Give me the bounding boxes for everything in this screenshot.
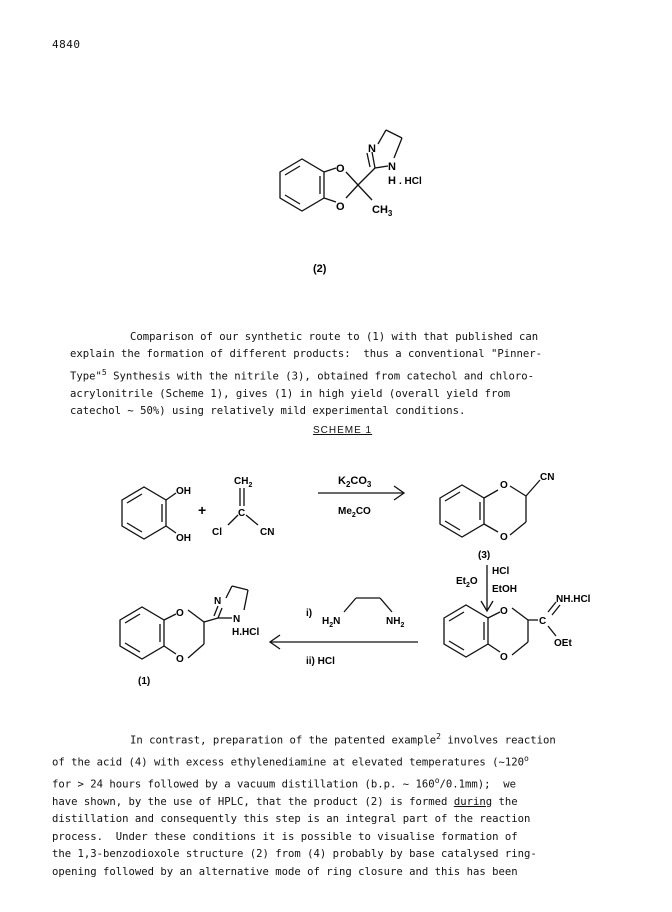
para1-line2: explain the formation of different products: thus a conventional "Pinner- bbox=[70, 348, 542, 360]
acrylo-cn: CN bbox=[260, 527, 275, 538]
imidate-o-bottom: O bbox=[500, 652, 508, 663]
para2-line7: the 1,3-benzodioxole structure (2) from (4) probably by base catalysed ring- bbox=[52, 848, 537, 861]
catechol-oh-top: OH bbox=[176, 486, 191, 497]
para2-line8: opening followed by an alternative mode of ring closure and this has been bbox=[52, 865, 518, 878]
acrylo-cl: Cl bbox=[212, 527, 222, 538]
para2-line4: have shown, by the use of HPLC, that the product (2) is formed during the bbox=[52, 795, 518, 808]
catechol-oh-bottom: OH bbox=[176, 533, 191, 544]
page-number: 4840 bbox=[52, 38, 81, 51]
compound2-nh: N bbox=[388, 161, 396, 173]
ethylenediamine-h2n: $H_2N$ bbox=[322, 616, 341, 629]
paragraph-2 bbox=[52, 710, 652, 899]
para1-line3: Type"$^5$ Synthesis with the nitrile (3), obtained from catechol and chloro- bbox=[70, 367, 535, 383]
acrylo-c: C bbox=[238, 508, 246, 519]
step3-ii-hcl: ii) HCl bbox=[306, 656, 335, 667]
reagent-hcl: HCl bbox=[492, 566, 510, 577]
product1-nh: N bbox=[233, 614, 241, 625]
compound2-h: H bbox=[388, 175, 396, 187]
para2-line1: In contrast, preparation of the patented example$^2$ involves reaction bbox=[130, 731, 556, 747]
para2-line2: of the acid (4) with excess ethylenediamine at elevated temperatures (~120$^o$ bbox=[52, 753, 529, 769]
nitrile-cn: CN bbox=[540, 472, 555, 483]
acrylo-ch2: $CH_2$ bbox=[234, 476, 253, 489]
nitrile-o-top: O bbox=[500, 480, 508, 491]
paragraph-1 bbox=[70, 311, 630, 438]
compound-2-structure bbox=[0, 0, 672, 280]
nitrile-o-bottom: O bbox=[500, 532, 508, 543]
imidate-nh-hcl: NH.HCl bbox=[556, 594, 591, 605]
imidate-oet: OEt bbox=[554, 638, 572, 649]
para1-line5: catechol ~ 50%) using relatively mild experimental conditions. bbox=[70, 405, 466, 418]
scheme-title: SCHEME 1 bbox=[313, 425, 373, 436]
para2-line3: for > 24 hours followed by a vacuum distillation (b.p. ~ 160$^o$/0.1mm); we bbox=[52, 775, 517, 791]
reagent-k2co3: $K_2CO_3$ bbox=[338, 475, 372, 489]
scheme-1-diagram bbox=[0, 440, 672, 700]
para2-line6: process. Under these conditions it is possible to visualise formation of bbox=[52, 830, 518, 843]
compound2-ch3: $CH_3$ bbox=[372, 204, 393, 218]
compound-3-label: (3) bbox=[478, 550, 491, 561]
product1-n: N bbox=[214, 596, 222, 607]
compound2-n: N bbox=[368, 143, 376, 155]
compound-1-label: (1) bbox=[138, 676, 151, 687]
compound2-hcl: . HCl bbox=[399, 176, 422, 187]
compound2-o-bottom: O bbox=[336, 201, 345, 213]
compound2-o-top: O bbox=[336, 163, 345, 175]
step3-i: i) bbox=[306, 608, 313, 619]
ethylenediamine-nh2: $NH_2$ bbox=[386, 616, 405, 629]
para2-line5: distillation and consequently this step is an integral part of the reaction bbox=[52, 813, 531, 826]
imidate-o-top: O bbox=[500, 606, 508, 617]
para1-line4: acrylonitrile (Scheme 1), gives (1) in high yield (overall yield from bbox=[70, 387, 511, 400]
compound2-label: (2) bbox=[313, 263, 327, 275]
product1-hhcl: H.HCl bbox=[232, 627, 260, 638]
reagent-me2co: $Me_2CO$ bbox=[338, 506, 371, 519]
imidate-c: C bbox=[539, 616, 547, 627]
product1-o-top: O bbox=[176, 608, 184, 619]
product1-o-bottom: O bbox=[176, 654, 184, 665]
reagent-etoh: EtOH bbox=[492, 584, 517, 595]
plus-sign: + bbox=[198, 502, 207, 518]
para1-line1: Comparison of our synthetic route to (1) with that published can bbox=[130, 330, 539, 343]
reagent-et2o: $Et_2O$ bbox=[456, 576, 478, 589]
